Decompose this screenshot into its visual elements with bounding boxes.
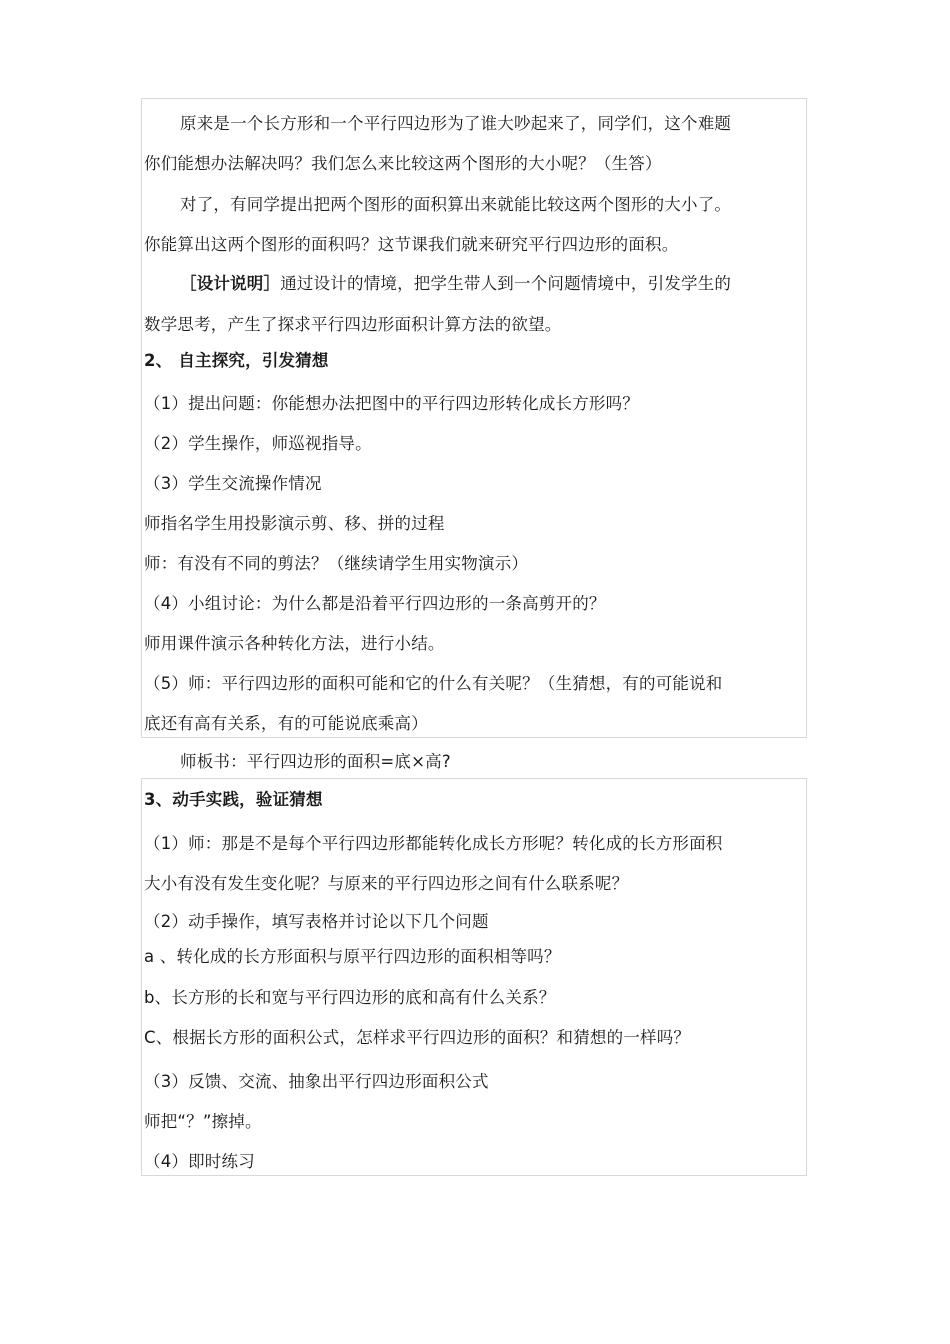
section-2-step-5-line-2: 底还有高有关系，有的可能说底乘高） — [144, 714, 428, 733]
section-3-step-1-line-2: 大小有没有发生变化呢？与原来的平行四边形之间有什么联系呢？ — [144, 874, 629, 893]
design-note-line-2: 数学思考，产生了探求平行四边形面积计算方法的欲望。 — [144, 315, 562, 334]
section-2-step-4a: 师用课件演示各种转化方法，进行小结。 — [144, 634, 445, 653]
section-3-heading: 3、动手实践，验证猜想 — [144, 790, 323, 809]
design-note-text: 通过设计的情境，把学生带人到一个问题情境中，引发学生的 — [280, 274, 732, 293]
section-3-question-a: a 、转化成的长方形面积与原平行四边形的面积相等吗？ — [144, 947, 561, 966]
section-2-step-4: （4）小组讨论：为什么都是沿着平行四边形的一条高剪开的？ — [144, 594, 606, 613]
section-2-step-5-line-1: （5）师：平行四边形的面积可能和它的什么有关呢？（生猜想，有的可能说和 — [144, 674, 723, 693]
board-writing: 师板书：平行四边形的面积=底×高? — [180, 752, 451, 771]
design-note-line-1 — [180, 273, 808, 295]
section-3-question-b: b、长方形的长和宽与平行四边形的底和高有什么关系？ — [144, 988, 556, 1007]
section-2-step-3b: 师：有没有不同的剪法？（继续请学生用实物演示） — [144, 554, 529, 573]
paragraph-intro-line-1: 原来是一个长方形和一个平行四边形为了谁大吵起来了，同学们，这个难题 — [180, 114, 732, 133]
paragraph-intro-line-2: 你们能想办法解决吗？我们怎么来比较这两个图形的大小呢？（生答） — [144, 154, 662, 173]
section-2-step-3: （3）学生交流操作情况 — [144, 474, 322, 493]
paragraph-answer-line-2: 你能算出这两个图形的面积吗？这节课我们就来研究平行四边形的面积。 — [144, 235, 679, 254]
section-3-question-c: C、根据长方形的面积公式，怎样求平行四边形的面积？和猜想的一样吗？ — [144, 1028, 691, 1047]
section-2-step-1: （1）提出问题：你能想办法把图中的平行四边形转化成长方形吗？ — [144, 394, 639, 413]
section-3-step-3a: 师把“？”擦掉。 — [144, 1112, 262, 1131]
section-2-heading: 2、 自主探究，引发猜想 — [144, 351, 329, 370]
design-note-label: ［设计说明］ — [180, 274, 281, 293]
section-2-step-3a: 师指名学生用投影演示剪、移、拼的过程 — [144, 514, 445, 533]
section-3-step-2: （2）动手操作，填写表格并讨论以下几个问题 — [144, 912, 489, 931]
paragraph-answer-line-1: 对了，有同学提出把两个图形的面积算出来就能比较这两个图形的大小了。 — [180, 195, 732, 214]
section-3-step-4: （4）即时练习 — [144, 1152, 255, 1171]
section-3-step-3: （3）反馈、交流、抽象出平行四边形面积公式 — [144, 1072, 489, 1091]
section-2-step-2: （2）学生操作，师巡视指导。 — [144, 434, 372, 453]
section-3-step-1-line-1: （1）师：那是不是每个平行四边形都能转化成长方形呢？转化成的长方形面积 — [144, 834, 723, 853]
